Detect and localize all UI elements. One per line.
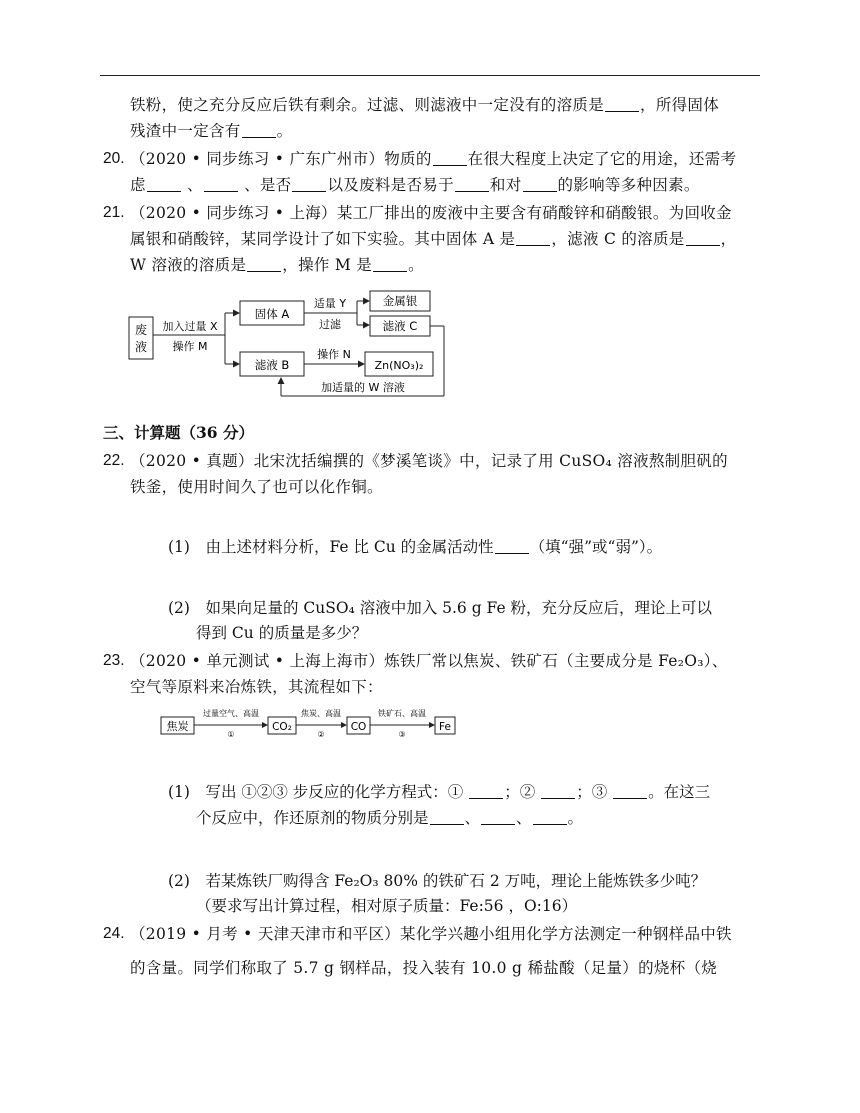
q20-text: 虑 <box>130 176 146 194</box>
silver-label: 金属银 <box>382 294 418 308</box>
q22-sub2-line2: 得到 Cu 的质量是多少？ <box>196 624 368 642</box>
header-rule <box>100 75 760 76</box>
q19-text: 残渣中一定含有 <box>130 122 241 140</box>
fe-label: Fe <box>439 721 451 733</box>
answer-blank[interactable] <box>495 539 529 554</box>
coke-label: 焦炭 <box>166 720 189 733</box>
q23-sub2-line2: （要求写出计算过程，相对原子质量：Fe:56 ，O:16） <box>196 897 578 915</box>
q23-text: 。 <box>567 809 584 827</box>
return-label: 加适量的 W 溶液 <box>321 381 405 394</box>
answer-blank[interactable] <box>455 177 489 192</box>
q21-text: 属银和硝酸锌，某同学设计了如下实验。其中固体 A 是 <box>130 230 516 248</box>
answer-blank[interactable] <box>242 123 276 138</box>
q23-line1: （2020 • 单元测试 • 上海上海市）炼铁厂常以焦炭、铁矿石（主要成分是 Fe₂O₃）、 <box>130 652 728 670</box>
q22-text: (1) 由上述材料分析，Fe 比 Cu 的金属活动性 <box>168 538 494 556</box>
q19-text: 。 <box>276 122 293 140</box>
filtrate-c-label: 滤液 C <box>382 319 418 333</box>
q23-text: ；② <box>504 783 536 801</box>
question-number: 23. <box>103 652 125 669</box>
section-heading: 三、计算题（36 分） <box>103 423 254 442</box>
co2-label: CO₂ <box>272 721 292 733</box>
q23-line2: 空气等原料来冶炼铁，其流程如下： <box>130 678 383 696</box>
answer-blank[interactable] <box>523 177 557 192</box>
q21-text: 。 <box>408 256 424 274</box>
q24-line2: 的含量。同学们称取了 5.7 g 钢样品，投入装有 10.0 g 稀盐酸（足量）的烧杯（烧 <box>130 959 718 977</box>
q21-line3 <box>130 255 424 275</box>
q20-text: 以及废料是否易于 <box>327 176 454 194</box>
step2-label: 适量 Y <box>313 297 347 310</box>
step3-label: 操作 N <box>317 348 351 361</box>
q22-sub2-line1: (2) 如果向足量的 CuSO₄ 溶液中加入 5.6 g Fe 粉，充分反应后，理论上可以 <box>168 599 713 617</box>
step-number: ① <box>227 730 235 739</box>
filtrate-b-label: 滤液 B <box>254 358 290 372</box>
question-number: 24. <box>103 925 125 942</box>
q23-text: ；③ <box>576 783 608 801</box>
q20-line1 <box>130 149 736 169</box>
step2-label: 过滤 <box>319 318 341 331</box>
co-label: CO <box>350 721 367 733</box>
step1-label: 加入过量 X <box>162 320 218 333</box>
answer-blank[interactable] <box>469 784 503 799</box>
answer-blank[interactable] <box>247 257 281 272</box>
answer-blank[interactable] <box>605 97 639 112</box>
answer-blank[interactable] <box>373 257 407 272</box>
q22-sub1 <box>168 537 662 557</box>
q20-text: 的影响等多种因素。 <box>557 176 700 194</box>
answer-blank[interactable] <box>430 810 464 825</box>
arrow-label: 过量空气、高温 <box>203 709 259 718</box>
product-label: Zn(NO₃)₂ <box>374 359 424 372</box>
q23-text: 、 <box>464 809 481 827</box>
q21-text: ，滤液 C 的溶质是 <box>551 230 685 248</box>
q23-text: 个反应中，作还原剂的物质分别是 <box>196 809 429 827</box>
q22-text: （填“强”或“弱”）。 <box>529 538 663 556</box>
q21-line2 <box>130 229 736 249</box>
answer-blank[interactable] <box>613 784 647 799</box>
q19-line2 <box>130 121 292 141</box>
answer-blank[interactable] <box>686 231 720 246</box>
question-number: 20. <box>103 150 125 167</box>
answer-blank[interactable] <box>292 177 326 192</box>
q23-text: 。在这三 <box>648 783 711 801</box>
ironmaking-flow-diagram <box>160 706 460 740</box>
recovery-flow-diagram <box>127 288 447 403</box>
question-number: 22. <box>103 452 125 469</box>
q23-sub1-line1 <box>168 782 710 802</box>
answer-blank[interactable] <box>433 151 467 166</box>
q20-line2 <box>130 175 700 195</box>
arrow-label: 焦炭、高温 <box>301 709 341 718</box>
q20-text: 、 <box>181 176 203 194</box>
waste-label: 液 <box>134 340 148 354</box>
q23-text: (1) 写出 ①②③ 步反应的化学方程式：① <box>168 783 464 801</box>
solid-a-label: 固体 A <box>254 307 290 321</box>
question-number: 21. <box>103 204 125 221</box>
q19-text: ，所得固体 <box>640 96 720 114</box>
q23-sub1-line2 <box>196 808 583 828</box>
waste-label: 废 <box>134 323 148 337</box>
step-number: ③ <box>398 730 406 739</box>
q21-line1: （2020 • 同步练习 • 上海）某工厂排出的废液中主要含有硝酸锌和硝酸银。为回收金 <box>130 204 732 222</box>
answer-blank[interactable] <box>204 177 238 192</box>
arrow-label: 铁矿石、高温 <box>378 709 426 718</box>
q21-text: ， <box>720 230 737 248</box>
q21-text: ，操作 M 是 <box>282 256 373 274</box>
answer-blank[interactable] <box>147 177 181 192</box>
q23-text: 、 <box>516 809 532 827</box>
q20-text: 在很大程度上决定了它的用途，还需考 <box>467 150 737 168</box>
step1-label: 操作 M <box>172 340 208 353</box>
q20-text: 、是否 <box>238 176 292 194</box>
q20-text: 和对 <box>489 176 522 194</box>
answer-blank[interactable] <box>481 810 515 825</box>
step-number: ② <box>317 730 325 739</box>
answer-blank[interactable] <box>541 784 575 799</box>
q24-line1: （2019 • 月考 • 天津天津市和平区）某化学兴趣小组用化学方法测定一种钢样品中铁 <box>130 925 732 943</box>
q22-line1: （2020 • 真题）北宋沈括编撰的《梦溪笔谈》中，记录了用 CuSO₄ 溶液熬制胆矾的 <box>130 452 728 470</box>
q19-line1 <box>130 95 719 115</box>
q19-text: 铁粉，使之充分反应后铁有剩余。过滤、则滤液中一定没有的溶质是 <box>130 96 605 114</box>
q23-sub2-line1: (2) 若某炼铁厂购得含 Fe₂O₃ 80% 的铁矿石 2 万吨，理论上能炼铁多少吨？ <box>168 872 707 890</box>
q20-text: （2020 • 同步练习 • 广东广州市）物质的 <box>130 150 432 168</box>
answer-blank[interactable] <box>516 231 550 246</box>
q21-text: W 溶液的溶质是 <box>130 256 247 274</box>
q22-line2: 铁釜，使用时间久了也可以化作铜。 <box>130 478 383 496</box>
answer-blank[interactable] <box>533 810 567 825</box>
